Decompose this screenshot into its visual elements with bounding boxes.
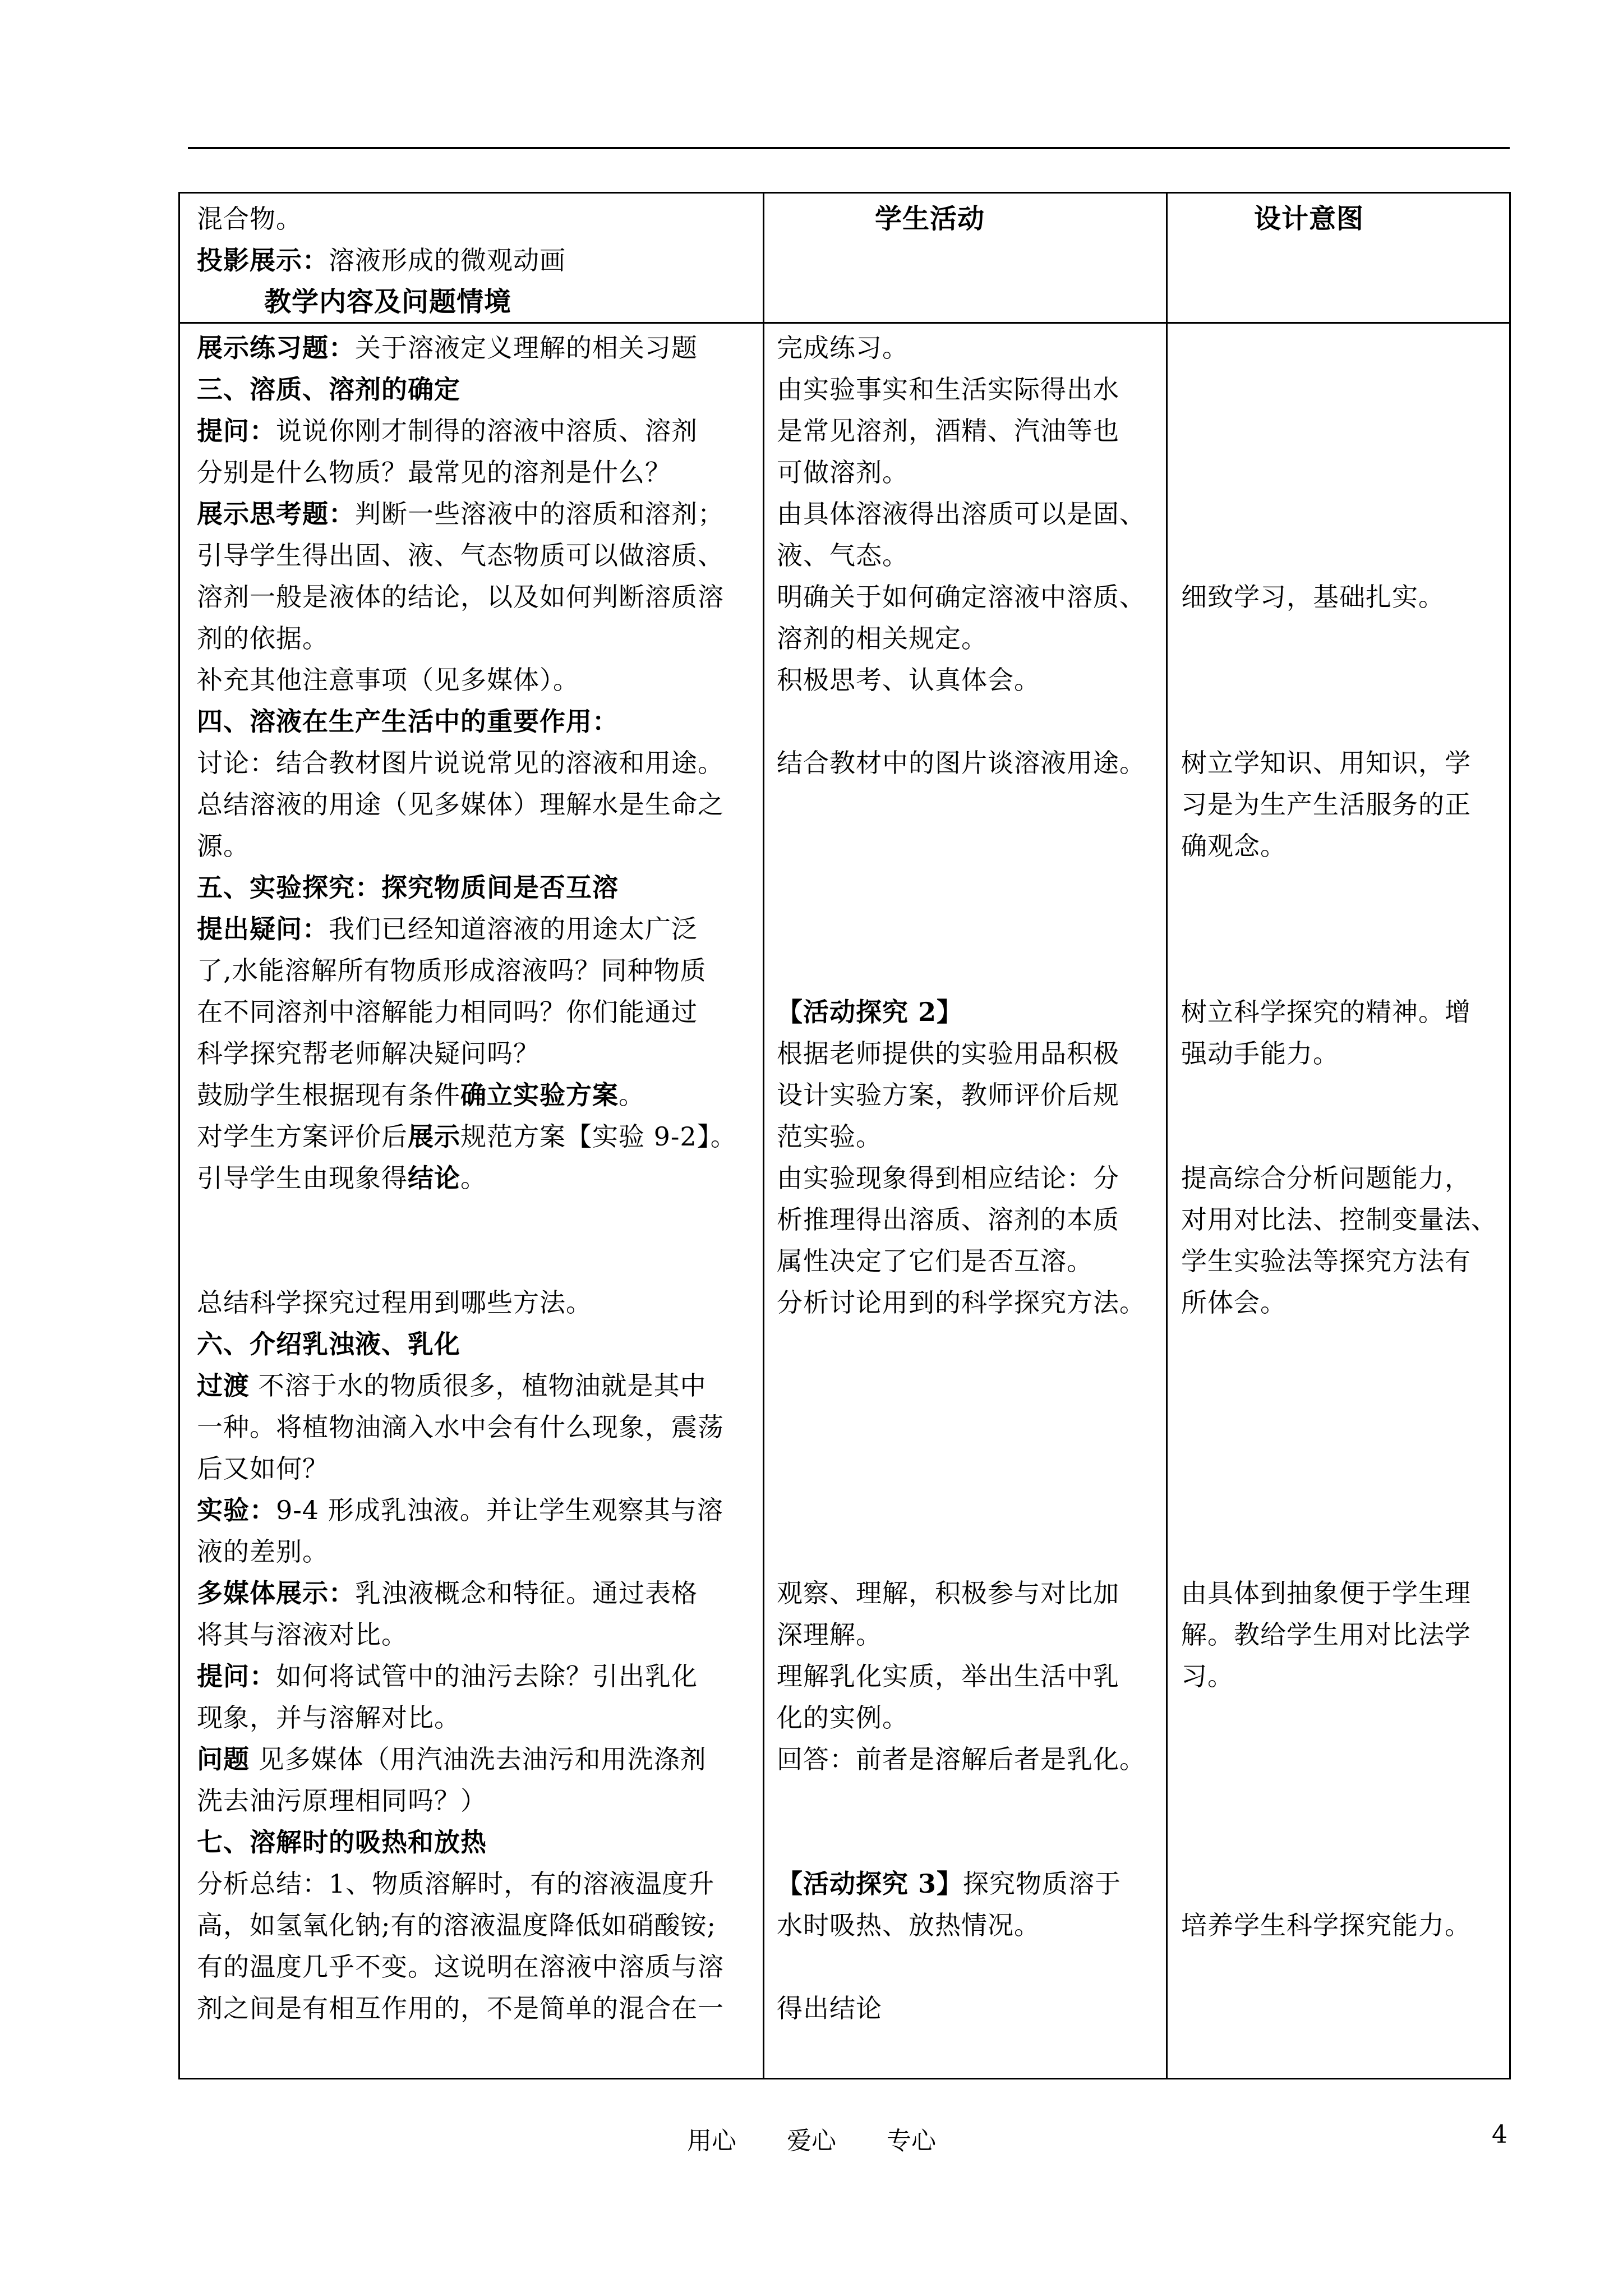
content-text: 补充其他注意事项（见多媒体）。 xyxy=(197,665,579,695)
content-line xyxy=(197,1406,724,1448)
content-text: 了,水能溶解所有物质形成溶液吗？同种物质 xyxy=(197,955,707,986)
content-text: 后又如何？ xyxy=(197,1453,329,1484)
activity-line-text: 由具体溶液得出溶质可以是固、 xyxy=(777,499,1146,529)
intent-line-text: 学生实验法等探究方法有 xyxy=(1181,1246,1471,1276)
activity-line-text: 结合教材中的图片谈溶液用途。 xyxy=(777,748,1146,778)
content-line xyxy=(197,1697,460,1738)
activity-line xyxy=(777,1157,1119,1199)
column-heading-intent: 设计意图 xyxy=(1254,203,1364,234)
content-line xyxy=(197,1323,460,1365)
content-text: 洗去油污原理相同吗？） xyxy=(197,1786,487,1816)
activity-line xyxy=(777,1738,1146,1780)
activity-line-text: 析推理得出溶质、溶剂的本质 xyxy=(777,1204,1119,1235)
content-text: 乳浊液概念和特征。通过表格 xyxy=(355,1578,698,1608)
activity-line xyxy=(777,1116,882,1157)
activity-line-text: 完成练习。 xyxy=(777,333,909,363)
content-line xyxy=(197,535,724,576)
content-text: 如何将试管中的油污去除？引出乳化 xyxy=(276,1661,698,1691)
content-emphasis: 结论 xyxy=(408,1163,460,1193)
activity-line-text: 化的实例。 xyxy=(777,1703,909,1733)
content-label: 提出疑问： xyxy=(197,914,329,944)
intent-line-text: 对用对比法、控制变量法、 xyxy=(1181,1204,1497,1235)
content-text: 我们已经知道溶液的用途太广泛 xyxy=(329,914,698,944)
intent-line xyxy=(1181,1157,1471,1199)
intent-line-text: 习。 xyxy=(1181,1661,1234,1691)
activity-line-text: 得出结论 xyxy=(777,1993,882,2023)
content-line xyxy=(197,327,698,369)
activity-line-text: 理解乳化实质，举出生活中乳 xyxy=(777,1661,1119,1691)
activity-line-text: 属性决定了它们是否互溶。 xyxy=(777,1246,1093,1276)
activity-line xyxy=(777,327,909,369)
intent-line xyxy=(1181,784,1471,825)
content-text: 在不同溶剂中溶解能力相同吗？你们能通过 xyxy=(197,997,698,1027)
activity-line-text: 由实验事实和生活实际得出水 xyxy=(777,374,1119,404)
content-text: 现象，并与溶解对比。 xyxy=(197,1703,460,1733)
content-line xyxy=(197,1738,707,1780)
header-continuation-1: 混合物。 xyxy=(197,204,302,234)
content-line xyxy=(197,493,724,535)
content-line xyxy=(197,742,724,784)
content-emphasis: 展示 xyxy=(408,1121,460,1152)
content-text: 引导学生得出固、液、气态物质可以做溶质、 xyxy=(197,540,724,570)
activity-line xyxy=(777,659,1040,701)
content-label: 提问： xyxy=(197,416,276,446)
content-line xyxy=(197,410,698,452)
activity-line xyxy=(777,1655,1119,1697)
activity-line xyxy=(777,369,1119,410)
activity-line xyxy=(777,618,988,659)
content-text: 说说你刚才制得的溶液中溶质、溶剂 xyxy=(276,416,698,446)
content-line xyxy=(197,1572,698,1614)
content-line xyxy=(197,1904,716,1946)
intent-line xyxy=(1181,1904,1471,1946)
activity-line xyxy=(777,576,1146,618)
activity-line-text: 由实验现象得到相应结论：分 xyxy=(777,1163,1119,1193)
content-line xyxy=(197,1531,329,1572)
activity-line xyxy=(777,410,1119,452)
content-label: 展示练习题： xyxy=(197,333,355,363)
intent-line-text: 所体会。 xyxy=(1181,1287,1287,1318)
content-text: 关于溶液定义理解的相关习题 xyxy=(355,333,698,363)
content-line xyxy=(197,1614,408,1655)
content-text: 剂之间是有相互作用的，不是简单的混合在一 xyxy=(197,1993,724,2023)
activity-line xyxy=(777,1572,1119,1614)
activity-line xyxy=(777,1282,1146,1323)
content-text: 规范方案【实验 9-2】。 xyxy=(460,1121,737,1152)
content-line xyxy=(197,618,329,659)
intent-line-text: 细致学习，基础扎实。 xyxy=(1181,582,1445,612)
intent-line xyxy=(1181,576,1445,618)
activity-line-text: 【活动探究 3】 xyxy=(777,1869,963,1899)
column-divider-1 xyxy=(763,194,764,2078)
content-text: 。 xyxy=(460,1163,487,1193)
column-divider-2 xyxy=(1166,194,1168,2078)
intent-line-text: 习是为生产生活服务的正 xyxy=(1181,789,1471,820)
activity-line xyxy=(777,1614,882,1655)
content-text: 不溶于水的物质很多，植物油就是其中 xyxy=(250,1370,707,1401)
intent-line xyxy=(1181,742,1471,784)
content-text: 源。 xyxy=(197,831,250,861)
content-text: 9-4 形成乳浊液。并让学生观察其与溶 xyxy=(276,1495,723,1525)
activity-line-text: 深理解。 xyxy=(777,1619,882,1650)
content-label: 五、实验探究：探究物质间是否互溶 xyxy=(197,872,619,903)
content-text: 。 xyxy=(619,1080,645,1110)
content-line xyxy=(197,1033,540,1074)
intent-line-text: 确观念。 xyxy=(1181,831,1287,861)
header-rule xyxy=(188,147,1510,149)
intent-line xyxy=(1181,991,1471,1033)
intent-line xyxy=(1181,1033,1339,1074)
intent-line-text: 培养学生科学探究能力。 xyxy=(1181,1910,1471,1940)
content-text: 引导学生由现象得 xyxy=(197,1163,408,1193)
content-text: 分别是什么物质？最常见的溶剂是什么？ xyxy=(197,457,671,487)
content-label: 问题 xyxy=(197,1744,250,1774)
content-text: 溶剂一般是液体的结论，以及如何判断溶质溶 xyxy=(197,582,724,612)
content-line xyxy=(197,452,671,493)
content-text: 科学探究帮老师解决疑问吗？ xyxy=(197,1038,540,1069)
activity-line-text: 明确关于如何确定溶液中溶质、 xyxy=(777,582,1146,612)
content-text: 判断一些溶液中的溶质和溶剂； xyxy=(355,499,724,529)
content-line xyxy=(197,908,698,950)
content-text: 将其与溶液对比。 xyxy=(197,1619,408,1650)
intent-line-text: 强动手能力。 xyxy=(1181,1038,1339,1069)
activity-line xyxy=(777,1987,882,2029)
activity-line-text: 积极思考、认真体会。 xyxy=(777,665,1040,695)
intent-line-text: 由具体到抽象便于学生理 xyxy=(1181,1578,1471,1608)
activity-line-text: 是常见溶剂，酒精、汽油等也 xyxy=(777,416,1119,446)
content-label: 七、溶解时的吸热和放热 xyxy=(197,1827,487,1857)
content-label: 多媒体展示： xyxy=(197,1578,355,1608)
content-line xyxy=(197,576,724,618)
activity-line xyxy=(777,1074,1119,1116)
footer-motto xyxy=(0,2120,1623,2156)
activity-line-text: 范实验。 xyxy=(777,1121,882,1152)
content-line xyxy=(197,1780,487,1821)
content-label: 过渡 xyxy=(197,1370,250,1401)
column-heading-content: 教学内容及问题情境 xyxy=(264,286,512,318)
content-text: 总结溶液的用途（见多媒体）理解水是生命之 xyxy=(197,789,724,820)
intent-line xyxy=(1181,825,1287,867)
activity-line-text: 溶剂的相关规定。 xyxy=(777,623,988,654)
content-line xyxy=(197,1157,487,1199)
intent-line-text: 树立学知识、用知识，学 xyxy=(1181,748,1471,778)
activity-line xyxy=(777,991,963,1033)
content-line xyxy=(197,1655,698,1697)
footer-word: 专心 xyxy=(887,2127,936,2155)
content-label: 提问： xyxy=(197,1661,276,1691)
content-line xyxy=(197,1489,723,1531)
content-line xyxy=(197,1863,714,1904)
content-line xyxy=(197,991,698,1033)
activity-line xyxy=(777,493,1146,535)
activity-line xyxy=(777,1904,1040,1946)
content-text: 分析总结：1、物质溶解时，有的溶液温度升 xyxy=(197,1869,715,1899)
activity-line xyxy=(777,742,1146,784)
content-text: 总结科学探究过程用到哪些方法。 xyxy=(197,1287,592,1318)
column-heading-activity: 学生活动 xyxy=(875,203,985,234)
intent-line xyxy=(1181,1572,1471,1614)
activity-line-text: 根据老师提供的实验用品积极 xyxy=(777,1038,1119,1069)
content-line xyxy=(197,1116,737,1157)
content-text: 讨论：结合教材图片说说常见的溶液和用途。 xyxy=(197,748,724,778)
intent-line xyxy=(1181,1240,1471,1282)
header-continuation-2: 投影展示：溶液形成的微观动画 xyxy=(197,245,566,275)
activity-line-text: 回答：前者是溶解后者是乳化。 xyxy=(777,1744,1146,1774)
activity-line xyxy=(777,1697,909,1738)
content-text: 高，如氢氧化钠;有的溶液温度降低如硝酸铵; xyxy=(197,1910,716,1940)
content-text: 见多媒体（用汽油洗去油污和用洗涤剂 xyxy=(250,1744,707,1774)
content-line xyxy=(197,659,579,701)
intent-line-text: 解。教给学生用对比法学 xyxy=(1181,1619,1471,1650)
activity-line-text: 可做溶剂。 xyxy=(777,457,909,487)
activity-line xyxy=(777,1240,1093,1282)
activity-line xyxy=(777,1863,1121,1904)
activity-line-text: 设计实验方案，教师评价后规 xyxy=(777,1080,1119,1110)
content-line xyxy=(197,1946,724,1987)
content-line xyxy=(197,1821,487,1863)
content-text: 有的温度几乎不变。这说明在溶液中溶质与溶 xyxy=(197,1952,724,1982)
activity-line xyxy=(777,1199,1119,1240)
content-line xyxy=(197,1282,592,1323)
intent-line-text: 树立科学探究的精神。增 xyxy=(1181,997,1471,1027)
footer-word: 用心 xyxy=(687,2127,736,2155)
intent-line xyxy=(1181,1614,1471,1655)
content-text: 剂的依据。 xyxy=(197,623,329,654)
content-line xyxy=(197,1074,645,1116)
activity-line-text: 分析讨论用到的科学探究方法。 xyxy=(777,1287,1146,1318)
content-emphasis: 确立实验方案 xyxy=(460,1080,619,1110)
content-line xyxy=(197,1987,724,2029)
lesson-table xyxy=(178,192,1511,2079)
activity-line-text: 水时吸热、放热情况。 xyxy=(777,1910,1040,1940)
content-line xyxy=(197,867,619,908)
intent-line xyxy=(1181,1282,1287,1323)
activity-line-text: 探究物质溶于 xyxy=(963,1869,1122,1899)
activity-line-text: 观察、理解，积极参与对比加 xyxy=(777,1578,1119,1608)
activity-line xyxy=(777,535,909,576)
content-line xyxy=(197,701,619,742)
footer-word: 爱心 xyxy=(787,2127,836,2155)
intent-line-text: 提高综合分析问题能力， xyxy=(1181,1163,1471,1193)
activity-line xyxy=(777,1033,1119,1074)
content-line xyxy=(197,1365,707,1406)
content-label: 三、溶质、溶剂的确定 xyxy=(197,374,460,404)
content-text: 对学生方案评价后 xyxy=(197,1121,408,1152)
content-label: 展示思考题： xyxy=(197,499,355,529)
content-label: 四、溶液在生产生活中的重要作用： xyxy=(197,706,619,737)
content-line xyxy=(197,825,250,867)
content-line xyxy=(197,369,460,410)
content-label: 六、介绍乳浊液、乳化 xyxy=(197,1329,460,1359)
page-number: 4 xyxy=(1492,2120,1507,2149)
activity-line-text: 【活动探究 2】 xyxy=(777,997,963,1027)
activity-line xyxy=(777,452,909,493)
content-text: 鼓励学生根据现有条件 xyxy=(197,1080,460,1110)
activity-line-text: 液、气态。 xyxy=(777,540,909,570)
content-text: 液的差别。 xyxy=(197,1536,329,1567)
intent-line xyxy=(1181,1199,1497,1240)
content-text: 一种。将植物油滴入水中会有什么现象，震荡 xyxy=(197,1412,724,1442)
content-label: 实验： xyxy=(197,1495,276,1525)
content-line xyxy=(197,784,724,825)
content-line xyxy=(197,1448,329,1489)
intent-line xyxy=(1181,1655,1234,1697)
content-line xyxy=(197,950,707,991)
